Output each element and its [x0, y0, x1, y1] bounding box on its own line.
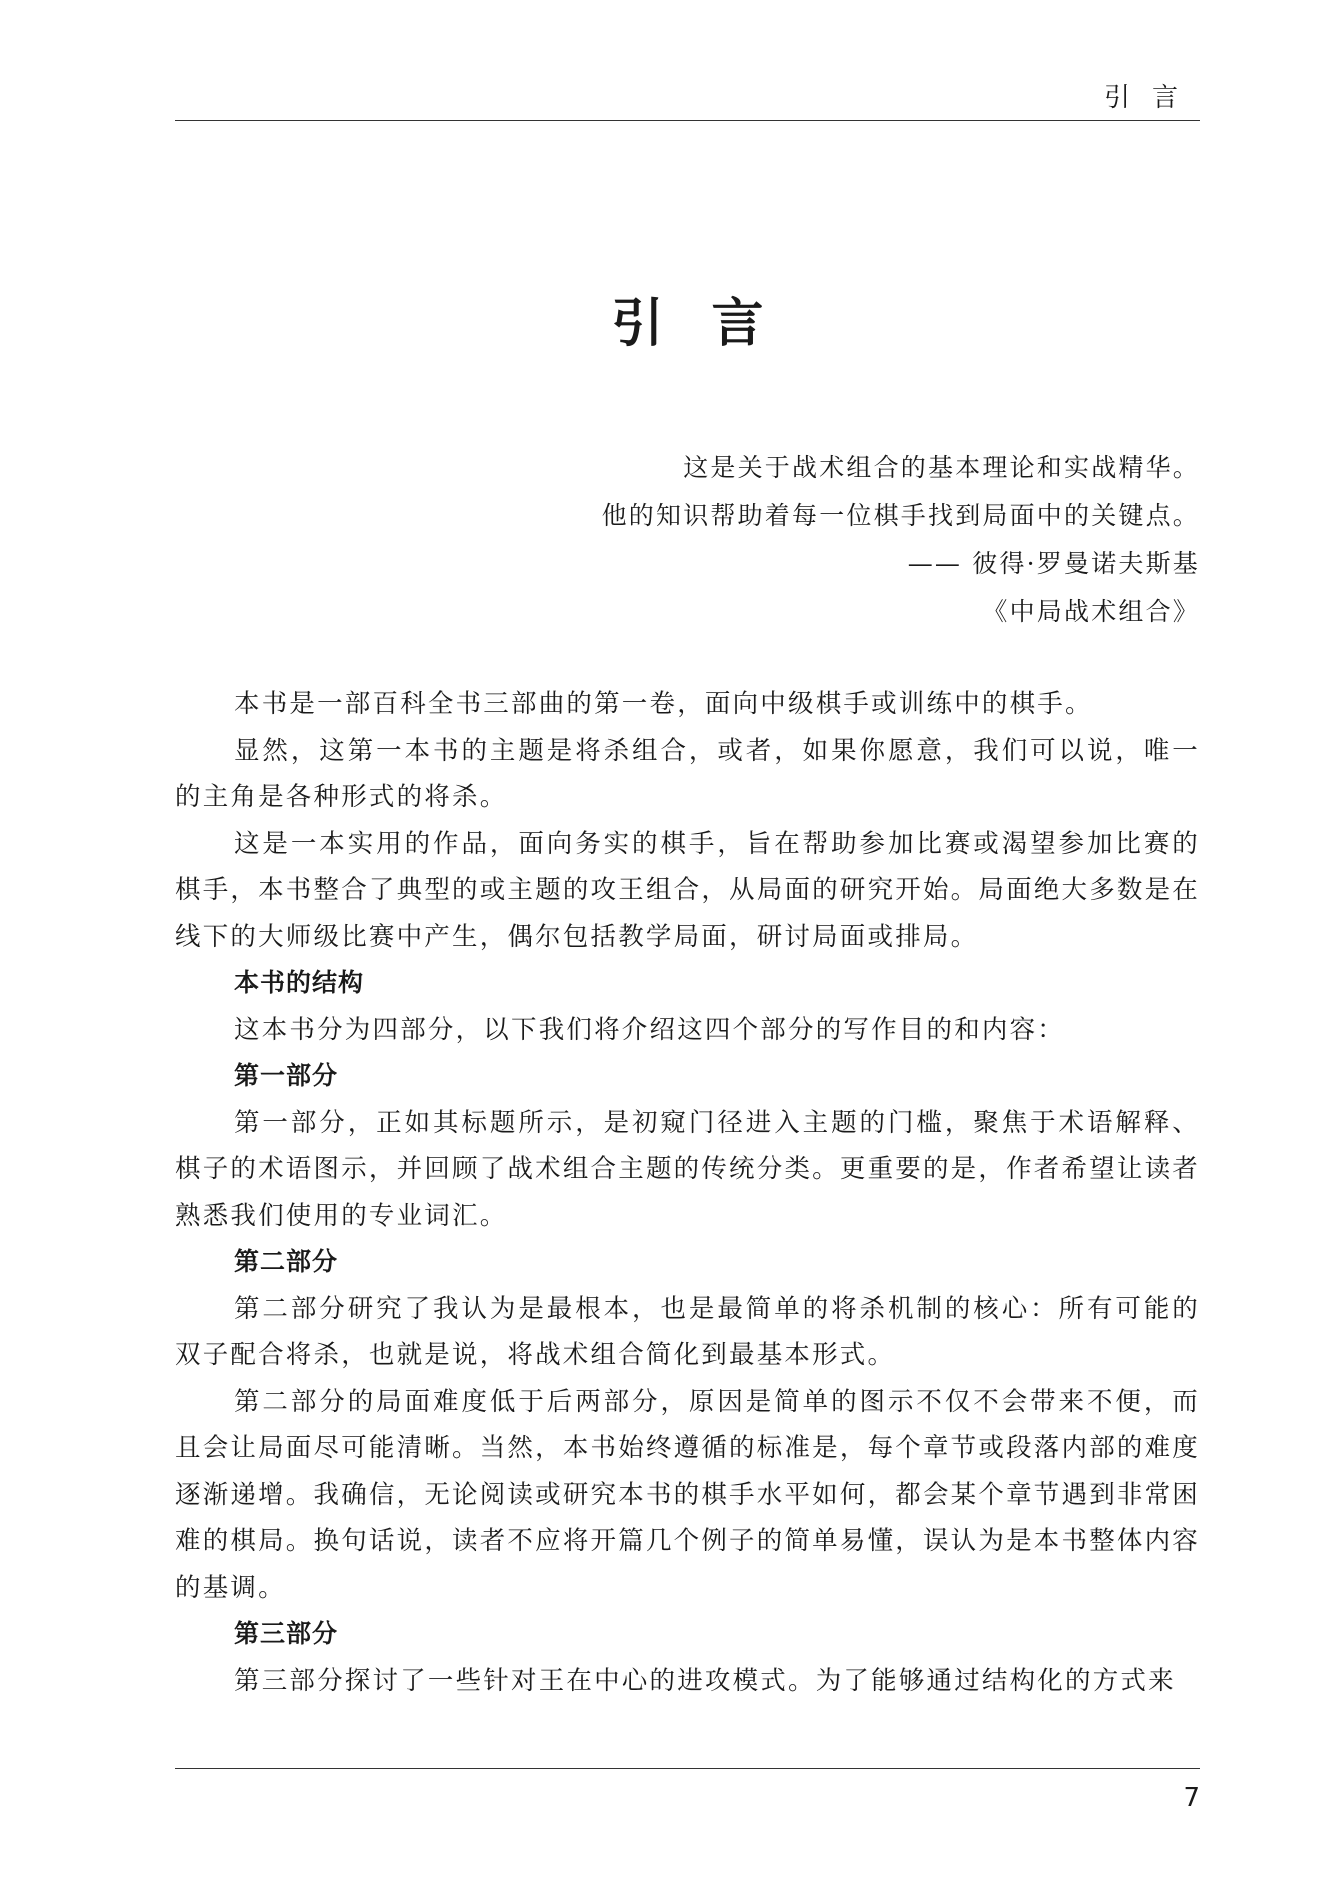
- page-number: 7: [1183, 1783, 1200, 1813]
- footer-rule: [175, 1768, 1200, 1769]
- epigraph-line: 这是关于战术组合的基本理论和实战精华。: [683, 453, 1200, 482]
- header-rule: [175, 120, 1200, 121]
- paragraph: 这是一本实用的作品，面向务实的棋手，旨在帮助参加比赛或渴望参加比赛的棋手，本书整合了典型的或主题的攻王组合，从局面的研究开始。局面绝大多数是在线下的大师级比赛中产生，偶尔包括教学局面，研讨局面或排局。: [175, 828, 1200, 952]
- chapter-title: 引言: [611, 294, 812, 354]
- body-text: [175, 681, 1200, 1704]
- paragraph: 第二部分研究了我认为是最根本，也是最简单的将杀机制的核心：所有可能的双子配合将杀，也就是说，将战术组合简化到最基本形式。: [175, 1293, 1200, 1370]
- section-heading-structure: 本书的结构: [234, 968, 365, 997]
- paragraph: 第三部分探讨了一些针对王在中心的进攻模式。为了能够通过结构化的方式来: [234, 1665, 1176, 1696]
- epigraph-author: —— 彼得·罗曼诺夫斯基: [907, 549, 1200, 578]
- running-head: 引言: [1103, 83, 1200, 113]
- section-heading-part-3: 第三部分: [234, 1619, 339, 1648]
- epigraph: [175, 444, 1200, 636]
- paragraph: 第一部分，正如其标题所示，是初窥门径进入主题的门槛，聚焦于术语解释、棋子的术语图示，并回顾了战术组合主题的传统分类。更重要的是，作者希望让读者熟悉我们使用的专业词汇。: [175, 1107, 1200, 1231]
- paragraph: 第二部分的局面难度低于后两部分，原因是简单的图示不仅不会带来不便，而且会让局面尽可能清晰。当然，本书始终遵循的标准是，每个章节或段落内部的难度逐渐递增。我确信，无论阅读或研究本书的棋手水平如何，都会某个章节遇到非常困难的棋局。换句话说，读者不应将开篇几个例子的简单易懂，误认为是本书整体内容的基调。: [175, 1386, 1200, 1603]
- section-heading-part-2: 第二部分: [234, 1247, 339, 1276]
- paragraph: 这本书分为四部分，以下我们将介绍这四个部分的写作目的和内容：: [234, 1014, 1066, 1045]
- paragraph: 显然，这第一本书的主题是将杀组合，或者，如果你愿意，我们可以说，唯一的主角是各种形式的将杀。: [175, 735, 1200, 812]
- epigraph-line: 他的知识帮助着每一位棋手找到局面中的关键点。: [601, 501, 1200, 530]
- paragraph: 本书是一部百科全书三部曲的第一卷，面向中级棋手或训练中的棋手。: [234, 689, 1093, 719]
- epigraph-source: 《中局战术组合》: [982, 597, 1200, 626]
- section-heading-part-1: 第一部分: [234, 1061, 339, 1090]
